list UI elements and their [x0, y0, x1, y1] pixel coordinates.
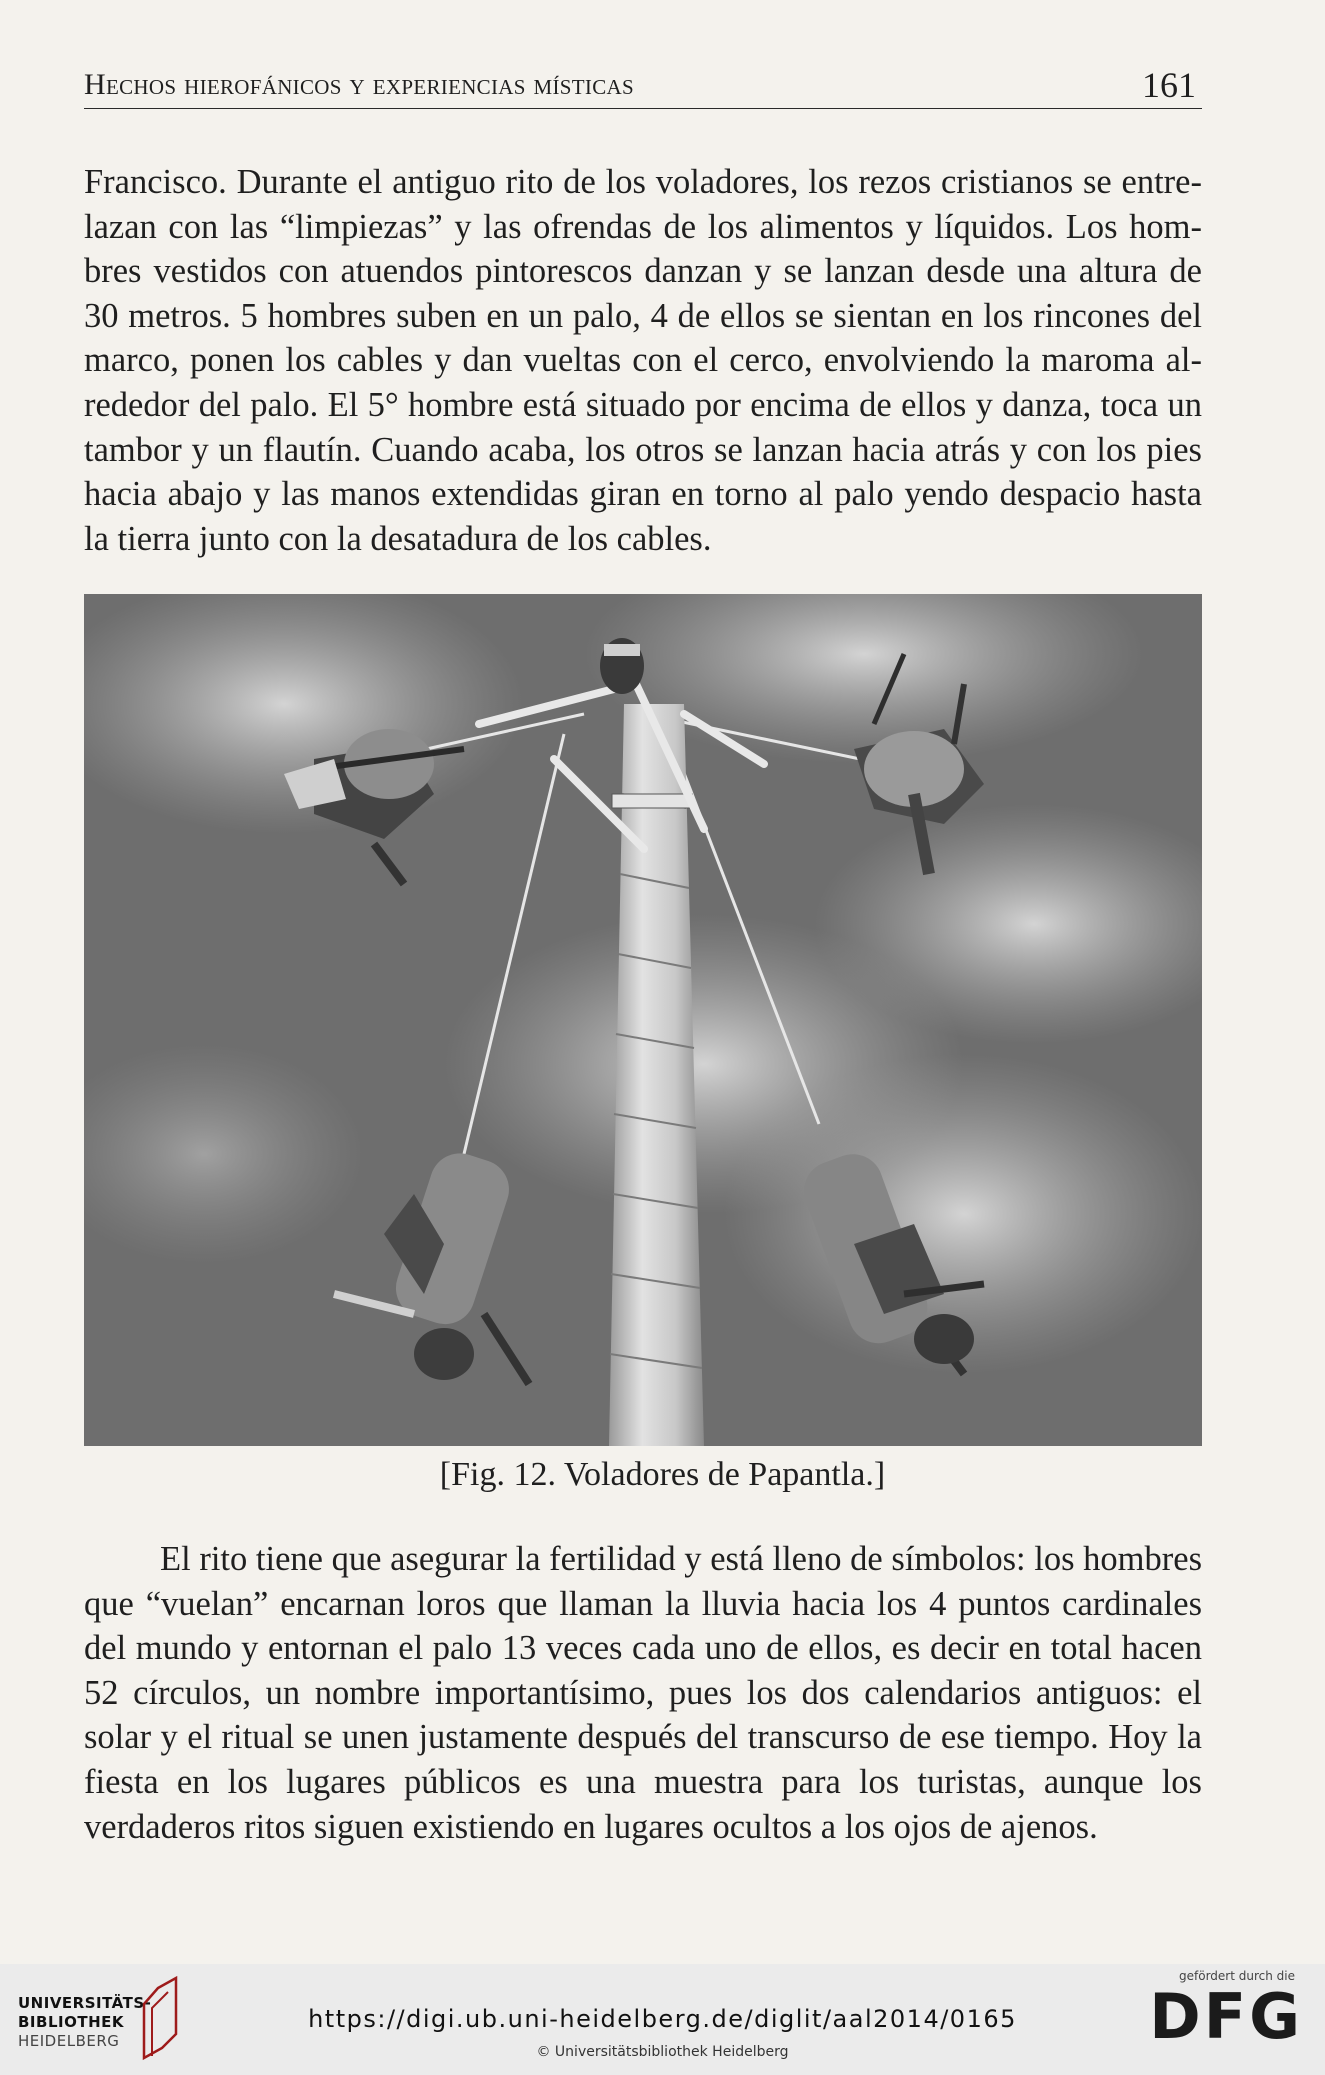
- running-head: Hechos hierofánicos y experiencias místicas: [84, 68, 634, 101]
- library-line-3: HEIDELBERG: [18, 2032, 120, 2050]
- footer-bar: [0, 1964, 1325, 2075]
- figure-voladores-photo: [84, 594, 1202, 1446]
- page-number: 161: [1142, 65, 1196, 105]
- footer-copyright: © Universitätsbibliothek Heidelberg: [536, 2044, 789, 2060]
- figure-caption: [Fig. 12. Voladores de Papantla.]: [439, 1456, 886, 1493]
- photo-illustration: [84, 594, 1202, 1446]
- body-paragraph-1: Francisco. Durante el antiguo rito de los voladores, los rezos cristianos se entrelazan con las “limpiezas” y las ofrendas de los alimentos y líquidos. Los hombres vestidos con atuendos pintorescos danzan y se lanzan desde una altura de 30 metros. 5 hombres suben en un palo, 4 de ellos se sientan en los rincones del marco, ponen los cables y dan vueltas con el cerco, envolviendo la maroma alrededor del palo. El 5° hombre está situado por encima de ellos y danza, toca un tambor y un flautín. Cuando acaba, los otros se lanzan hacia atrás y con los pies hacia abajo y las manos extendidas giran en torno al palo yendo despacio hasta la tierra junto con la desatadura de los cables.: [84, 163, 1202, 558]
- dancer-top: [600, 638, 644, 694]
- library-line-2: BIBLIOTHEK: [18, 2013, 124, 2031]
- funder-note: gefördert durch die: [1179, 1969, 1295, 1983]
- dfg-logo: DFG: [1149, 1980, 1303, 2053]
- body-paragraph-2: El rito tiene que asegurar la fertilidad y está lleno de símbolos: los hombres que “vuelan” encarnan loros que llaman la lluvia hacia los 4 puntos cardinales del mundo y entornan el palo 13 veces cada uno de ellos, es decir en total hacen 52 círculos, un nombre importantísimo, pues los dos calendarios antiguos: el solar y el ritual se unen justamente después del transcurso de ese tiempo. Hoy la fiesta en los lugares públicos es una muestra para los turistas, aunque los verdaderos ritos siguen existiendo en lugares ocultos a los ojos de ajenos.: [84, 1540, 1202, 1846]
- page-header: [84, 64, 1202, 109]
- footer-url-link[interactable]: https://digi.ub.uni-heidelberg.de/diglit/aal2014/0165: [308, 2005, 1017, 2033]
- library-line-1: UNIVERSITÄTS-: [18, 1994, 152, 2012]
